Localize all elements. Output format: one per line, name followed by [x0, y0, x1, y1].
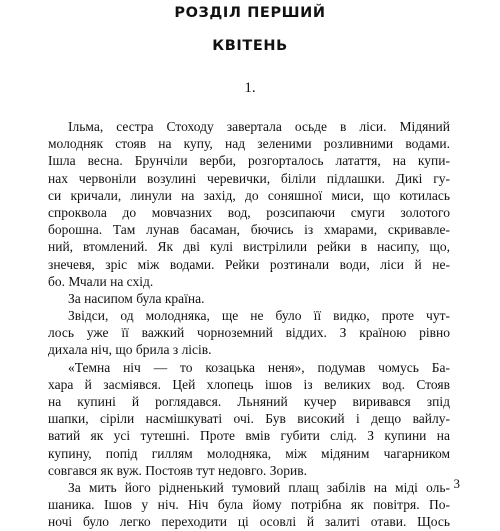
text-line: За насипом була країна. [68, 290, 205, 306]
chapter-title: КВІТЕНЬ [212, 38, 288, 54]
text-line: ночі було легко переходити ці осовлі й залиті отави. Щось [48, 514, 450, 530]
text-line: борошна. Там лунав басаман, бючись із хмарами, скривавле- [48, 222, 450, 238]
text-line: ватий як усі тутешні. Проте вмів губити слід. З купини на [48, 428, 450, 444]
text-line: шапки, сіріли насмішкуваті очі. Був високий і дещо вайлу- [48, 411, 450, 427]
text-line: Ільма, сестра Стоходу завертала осьде в ліси. Мідяний [68, 119, 450, 134]
text-line: лось уже її важкий чорноземний віддих. З країною рівно [48, 325, 450, 341]
text-line: бо. Мчали на схід. [48, 273, 154, 289]
text-line: Звідси, од молодняка, ще не було її видко, проте чут- [68, 308, 450, 324]
text-line: шаника. Ішов у ніч. Ніч була йому потрібна як повітря. По- [48, 497, 450, 513]
text-line: спроквола до мовчазних вод, розсипаючи смуги золотого [48, 204, 450, 220]
part-title: РОЗДІЛ ПЕРШИЙ [174, 5, 326, 21]
text-line: знечевя, зріс між водами. Рейки розтинали води, ліси й не- [48, 256, 450, 272]
text-line: ний, втомлений. Як дві кулі вистрілили рейки в насипу, що, [48, 239, 450, 255]
text-line: молодняк стояв на купу, над зеленими розливними водами. [48, 136, 450, 152]
body-text [48, 118, 450, 531]
text-line: хара й засміявся. Цей хлопець ішов із великих вод. Стояв [48, 376, 450, 392]
text-line: «Темна ніч — то козацька неня», подумав чомусь Ба- [68, 359, 450, 375]
section-number: 1. [244, 80, 256, 96]
text-line: За мить його рідненький тумовий плащ забілів на міді оль- [68, 479, 450, 495]
text-line: совгався як вуж. Постояв тут недовго. Зорив. [48, 462, 307, 478]
page-number: 3 [453, 476, 460, 491]
text-line: на купині й роглядався. Льняний кучер виривався зпід [48, 394, 450, 409]
text-line: нах червоніли возулині черевички, біліли підлашки. Дикі гу- [48, 170, 450, 186]
text-line: дихала ніч, що брила з лісів. [48, 342, 212, 358]
text-line: купину, попід гиллям молодняка, між мідяним чагарником [48, 445, 450, 461]
text-line: си кричали, линули на захід, до соняшної миси, що котилась [48, 187, 450, 203]
text-line: Ішла весна. Брунчіли верби, розгорталось латаття, на купи- [48, 153, 450, 169]
